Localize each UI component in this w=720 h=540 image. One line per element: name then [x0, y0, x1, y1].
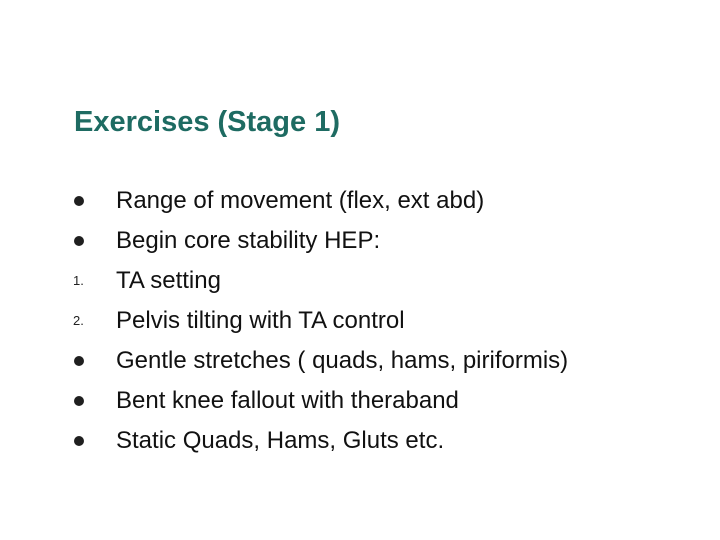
list-item-text: Begin core stability HEP: — [116, 227, 381, 254]
number-marker: 1. — [73, 273, 84, 288]
list-item-text: Range of movement (flex, ext abd) — [116, 187, 485, 214]
number-marker: 2. — [73, 313, 84, 328]
slide-title: Exercises (Stage 1) — [74, 106, 340, 138]
list-item-text: Bent knee fallout with theraband — [116, 387, 459, 414]
list-item-text: Static Quads, Hams, Gluts etc. — [116, 427, 445, 454]
bullet-icon — [70, 181, 106, 221]
list-item-text: TA setting — [116, 267, 221, 294]
bullet-icon — [70, 381, 106, 421]
list-item-text: Gentle stretches ( quads, hams, piriformis) — [116, 347, 569, 374]
list-item-text: Pelvis tilting with TA control — [116, 307, 405, 334]
bullet-icon — [70, 421, 106, 461]
bullet-icon — [70, 341, 106, 381]
bullet-icon — [70, 221, 106, 261]
